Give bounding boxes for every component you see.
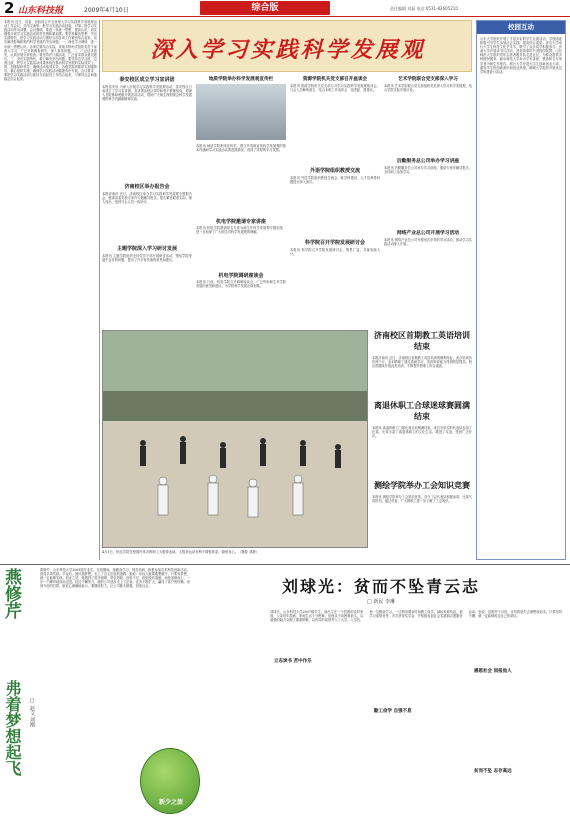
feature-left-title-2: 弗着梦想起飞 (3, 680, 22, 776)
col5-headline-2: 后勤服务总公司举办学习讲座 (396, 159, 460, 164)
story-c-body: 本报讯 测绘学院举办工会知识竞赛，各分工会代表队积极参赛，比赛气氛热烈。通过竞赛，广大教职工进一步了解了工会知识。 (372, 495, 472, 504)
masthead (0, 0, 570, 17)
col5-body-2: 本报讯 后勤服务总公司举办学习讲座，邀请专家作辅导报告，全体职工参加学习。 (384, 166, 472, 175)
divider (99, 20, 100, 560)
paper-name: 山东科技报 (18, 6, 64, 16)
issue-date: 2009年4月10日 (84, 7, 129, 14)
col3-headline-1: 地质学院举办科学发展观宣传栏 (208, 77, 274, 82)
feature-right-sub-3: 感恩社会 回报他人 (474, 669, 512, 674)
col4 (290, 76, 380, 326)
col4-headline-2: 外语学院组织教授交流 (309, 168, 360, 174)
story-a (372, 330, 472, 395)
feature-left-title-1: 燕修芹 (1, 568, 21, 619)
sidebar (476, 20, 566, 560)
col2-body-1: 本报泰安讯 为深入开展学习实践科学发展观活动，泰安校区日前成立了学习宣讲团，宣讲团由校区领导和骨干教师组成，将深入各院系和班级开展宣讲活动，帮助广大师生深刻领会科学发展观的科学内涵和精神实质。 (102, 85, 192, 102)
col2-headline-1: 泰安校区成立学习宣讲团 (119, 77, 175, 83)
col5-headline-3: 网络产业总公司开展学习活动 (396, 231, 460, 236)
story-c-headline: 测绘学院举办工会知识竞赛 (374, 481, 470, 490)
story-b-body: 本报讯 离退休职工门球比赛日前圆满结束，来自各单位的代表队参加了比赛。比赛丰富了离退休职工的文化生活，增进了友谊，受到广泛好评。 (372, 426, 472, 439)
badge (140, 748, 200, 814)
col4-headline-3: 科学院召开学院发展研讨会 (304, 240, 365, 246)
photo-caption: 4月1日，机电学院在校园内举办教职工太极拳表演。太极拳运动有利于增强体质，愉悦身心。（摄影 刘静） (102, 550, 259, 554)
story-a-headline: 济南校区首期教工英语培训结束 (374, 331, 470, 351)
story-b-headline: 离退休职工合球迷球赛圆满结束 (374, 401, 470, 421)
taichi-photo (102, 330, 368, 548)
feature-right-byline: □ 新民 李琳 (367, 599, 395, 605)
photo-figures (103, 331, 367, 547)
banner (102, 20, 472, 72)
page-divider (0, 564, 570, 565)
feature-right-sub-2: 勤工俭学 自强不息 (374, 709, 412, 714)
banner-title: 深入学习实践科学发展观 (150, 38, 426, 63)
page-number: 2 (4, 0, 15, 17)
col2-headline-2: 济南校区举办报告会 (124, 184, 170, 190)
badge-text: 新少之旅 (158, 799, 183, 806)
col3-body-1: 本报讯 地质学院利用宣传栏，图文并茂地宣传科学发展观的基本内涵和学习实践活动的进展情况，营造了浓厚的学习氛围。 (196, 144, 286, 153)
section-label: 综合版 (200, 1, 330, 15)
feature-right-body: 刘球光，山东科技大学2007级学生。他出生在一个贫困的农村家庭，父亲常年患病，家庭生活十分困难。但他从不向困难低头，以顽强的毅力克服了重重困难，以优异的成绩考入了大学。入学后，他一边勤奋学习，一边利用课余时间勤工俭学，减轻家庭负担。他学习成绩优秀，多次获得奖学金，并积极参加社会实践和志愿服务活动。他说：贫困并不可怕，可怕的是失去理想和追求。只要坚持不懈，就一定能够改变自己的命运。 (270, 610, 562, 623)
col3-body-3: 本报讯 日前，机电学院召开调研座谈会，广泛听取师生对学院发展的意见和建议，为学院科学发展出谋划策。 (196, 280, 286, 289)
col3-headline-3: 机电学院调研座谈会 (218, 273, 264, 279)
col5-headline-1: 艺术学院联合党支部深入学习 (398, 77, 458, 82)
col3-body-2: 本报讯 机电学院邀请知名专家为师生作科学发展观专题讲座，进一步加深了广大师生对科学发展观的理解。 (196, 226, 286, 235)
feature-left-body: 燕修芹，山东科技大学2008届毕业生。在校期间，她勤奋学习，刻苦钻研，积极参加各类科技创新活动，获得多项奖励。毕业后，她怀揣梦想，走上了自主创业的道路。她说：年轻人就要敢想敢干，只要有梦想，就一定能够实现。创业之初，她遇到了很多困难，资金短缺、经验不足，但她没有退缩，而是迎难而上，一步一个脚印地向前迈进。经过不懈努力，她的公司逐步走上了正轨，业务不断扩大，赢得了客户的信赖。谈到今后的打算，她信心满满地表示，要继续努力，让公司做大做强，回报社会。 (40, 568, 190, 589)
col2-body-3: 本报讯 主题学院组织全体党员干部开展研讨活动，围绕学院发展中存在的问题，提出了许多有价值的意见和建议。 (102, 254, 192, 263)
feature-right-sub-4: 贫而不坠 志存高远 (474, 769, 512, 774)
story-a-body: 本报济南讯 近日，济南校区首期教工英语培训班顺利结业。此次培训历时两个月，参训教职工通过系统学习，英语听说能力得到明显提高。校区将继续开展此类培训，不断提升教职工综合素质。 (372, 356, 472, 369)
col3-headline-2: 机电学院邀请专家讲座 (215, 219, 266, 225)
editor-line: 责任编辑 刘磊 电话:0531-82605210 (390, 6, 458, 11)
col2 (102, 76, 192, 326)
col5-body-3: 本报讯 网络产业总公司开展形式多样的学习活动，推动学习实践活动深入开展。 (384, 238, 472, 247)
feature-left-byline: □ 赵文 刘刚 (29, 698, 35, 728)
feature-right-sub-1: 立志读书 苦中作乐 (274, 659, 312, 664)
col5 (384, 76, 472, 326)
col4-headline-1: 资源学院机关党支部召开座谈会 (302, 77, 368, 82)
story-c (372, 480, 472, 558)
col4-body-2: 本报讯 外语学院组织教授交流会，就学科建设、人才培养等问题进行深入探讨。 (290, 176, 380, 185)
exhibit-photo (196, 84, 286, 140)
col2-headline-3: 主题学院深入学习研讨发展 (116, 246, 177, 252)
col5-body-1: 本报讯 艺术学院联合党支部组织党员深入学习科学发展观，结合学院实际开展讨论。 (384, 84, 472, 93)
feature-right (196, 568, 566, 816)
col3 (196, 76, 286, 326)
col2-body-2: 本报济南讯 近日，济南校区举办学习实践科学发展观专题报告会，邀请省委党校专家作专题辅导报告。报告紧密联系实际，深入浅出，受到与会人员一致好评。 (102, 192, 192, 205)
sidebar-title: 校园互动 (477, 21, 565, 34)
article-col1: 本报讯 近日，省委、省政府召开全省深入学习实践科学发展观活动工作会议，总结交流第一批学习实践活动经验，对第二批学习实践活动作出部署。会议强调，要进一步统一思想、提高认识，切实增强开展学习实践活动的责任感和紧迫感。要坚持解放思想、突出实践特色，把学习实践活动与做好当前各项工作紧密结合起来，切实解决影响和制约科学发展的突出问题。一、深化学习调研，进一步统一思想认识。各单位要结合实际，采取多种形式组织党员干部深入学习，广泛开展调查研究，深入查找问题。二、广泛征求意见，认真开展分析检查。要坚持开门搞活动，广泛征求群众意见建议。三、突出实践特色，着力解决突出问题。要坚持边学边改、边查边改，把学习实践活动成果体现在推动科学发展的实际成效上。四、加强组织领导，确保活动取得实效。各级党组织要切实加强领导，精心组织实施，确保学习实践活动健康有序开展。会议要求，要把学习实践活动与抓好当前经济工作结合起来，与保持社会和谐稳定结合起来。 (4, 20, 97, 82)
story-b (372, 400, 472, 475)
col4-body-1: 本报讯 资源学院机关党支部召开学习实践科学发展观座谈会，与会人员畅所欲言，结合本职工作谈体会、找差距、提建议。 (290, 84, 380, 93)
col4-body-3: 本报讯 科学院召开学院发展研讨会，集思广益，共谋发展大计。 (290, 248, 380, 257)
feature-right-title: 刘球光：贫而不坠青云志 (281, 577, 480, 596)
sidebar-body: 山东大学组织开展了丰富多彩的学生社团活动，学校团委积极引导学生参加社会实践，提高综合素质。青岛大学举行大学生科技文化艺术节，吸引了众多同学积极参与。济南大学开展读书月活动，营造浓厚的书香校园氛围。山东师范大学组织青年志愿者服务队走进社区，为群众提供多种便民服务。曲阜师范大学举办学术讲座，邀请知名专家学者为师生作报告。烟台大学开展大学生创新创业大赛，激发学生的创新意识和创业热情。聊城大学组织开展优良学风建设月活动。 (480, 37, 562, 74)
